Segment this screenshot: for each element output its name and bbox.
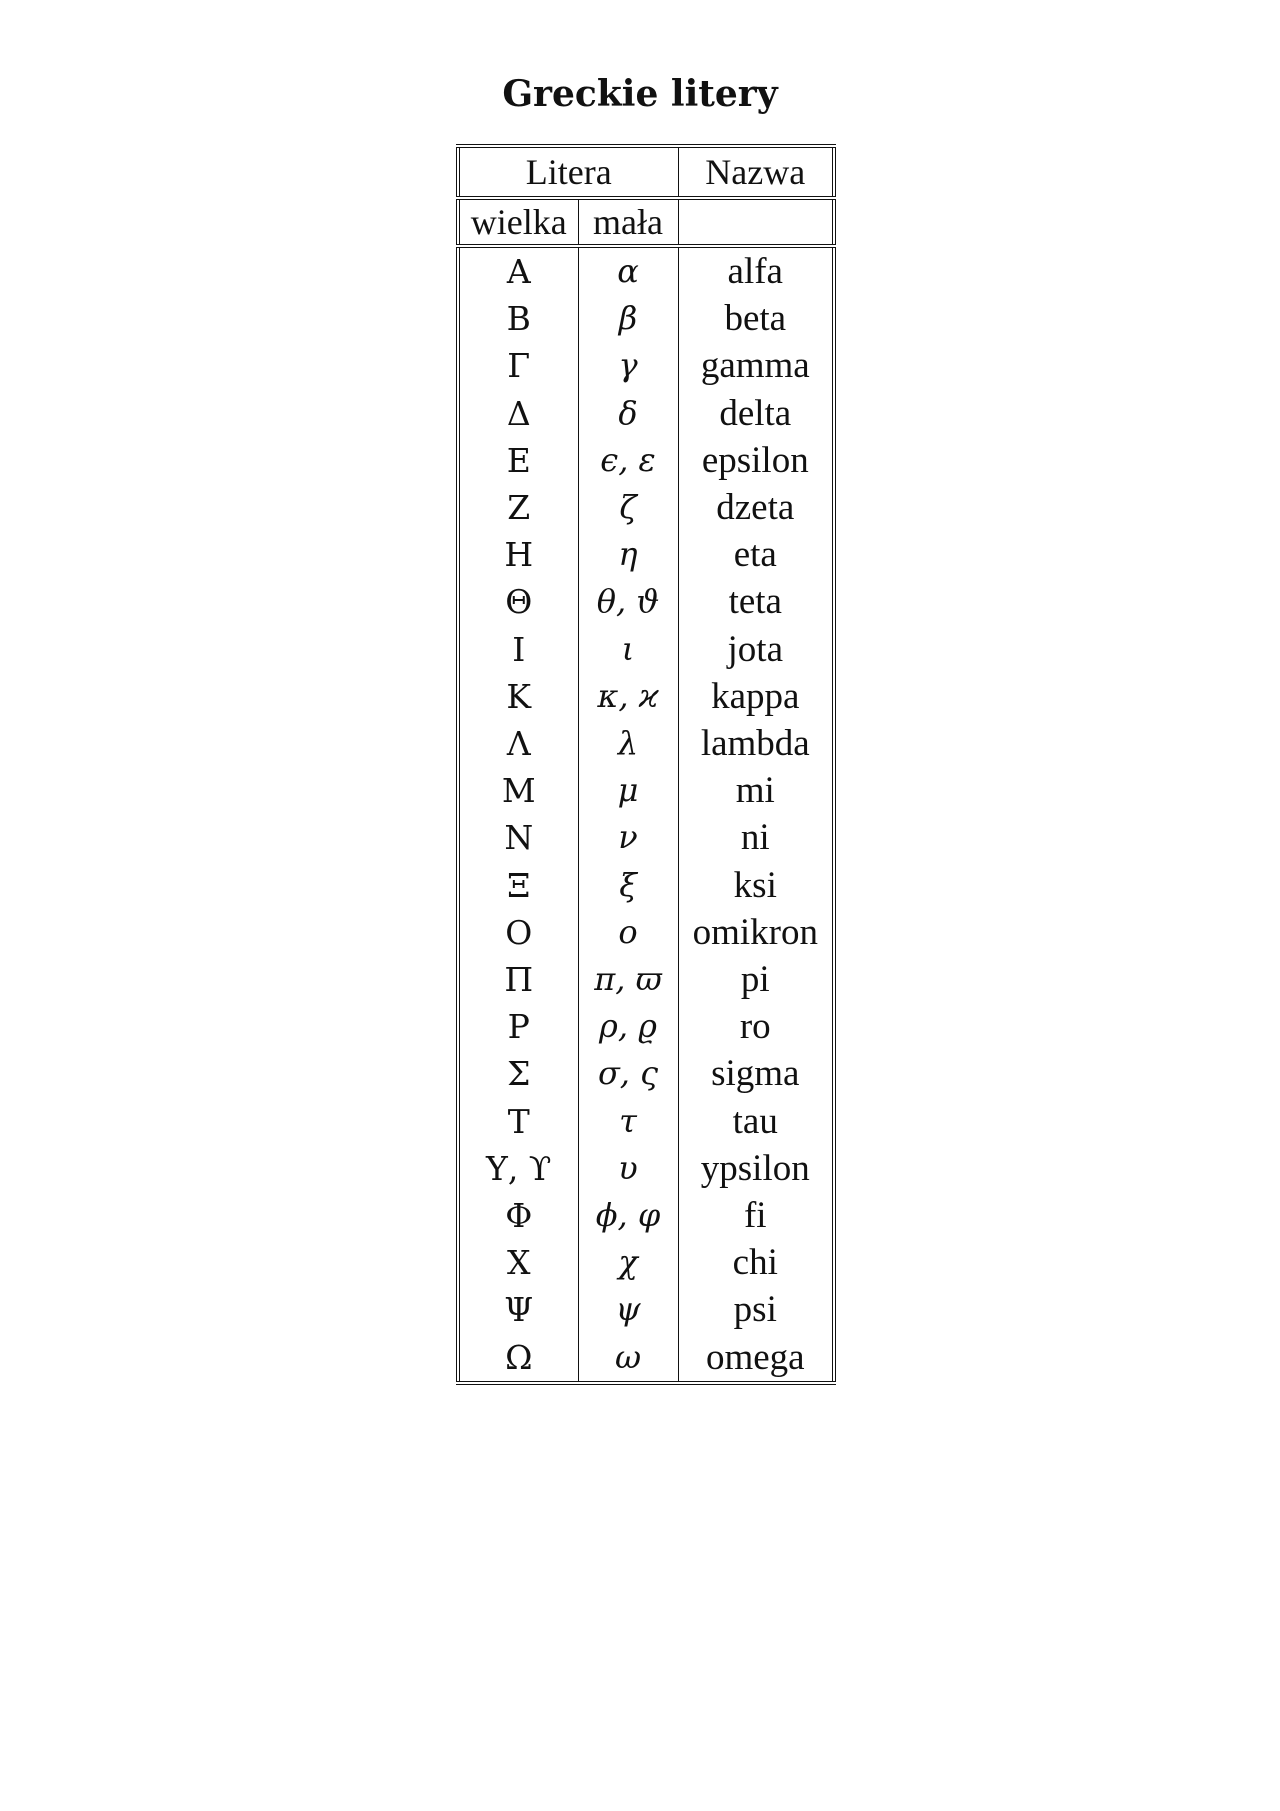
letter-name: alfa — [678, 246, 834, 295]
table-row — [458, 1003, 834, 1050]
uppercase-letter: Φ — [458, 1192, 578, 1239]
letter-name: gamma — [700, 345, 810, 387]
table-row — [458, 390, 834, 437]
table-row — [458, 484, 834, 531]
uppercase-letter: Τ — [458, 1098, 578, 1145]
lowercase-letter: π, ϖ — [578, 956, 678, 1003]
uppercase-letter: Λ — [458, 720, 578, 767]
lowercase-letter: λ — [578, 720, 678, 767]
table-row — [458, 1286, 834, 1333]
lowercase-letter: η — [578, 531, 678, 578]
letter-name: psi — [733, 1289, 777, 1331]
page-title: Greckie litery — [502, 73, 778, 115]
uppercase-letter: Π — [458, 956, 578, 1003]
lowercase-letter: σ, ς — [578, 1050, 678, 1097]
table-row — [458, 531, 834, 578]
lowercase-letter: ω — [578, 1334, 678, 1383]
table-row — [458, 1334, 834, 1383]
lowercase-letter: ψ — [578, 1286, 678, 1333]
letter-name: epsilon — [701, 439, 809, 481]
letter-name: ypsilon — [700, 1147, 810, 1189]
header-nazwa-empty — [678, 198, 834, 246]
table-row — [458, 814, 834, 861]
greek-letters-table-frame — [456, 144, 832, 1385]
table-row — [458, 673, 834, 720]
letter-name: dzeta — [716, 487, 795, 529]
uppercase-letter: Ν — [458, 814, 578, 861]
table-row — [458, 956, 834, 1003]
letter-name: delta — [719, 392, 792, 434]
lowercase-letter: γ — [578, 342, 678, 389]
uppercase-letter: Ι — [458, 626, 578, 673]
uppercase-letter: Ω — [458, 1334, 578, 1383]
lowercase-letter: ζ — [578, 484, 678, 531]
header-row-secondary — [458, 198, 834, 246]
letter-name: sigma — [711, 1053, 800, 1095]
uppercase-letter: Ξ — [458, 862, 578, 909]
uppercase-letter: Ε — [458, 437, 578, 484]
table-row — [458, 1098, 834, 1145]
letter-name: lambda — [700, 723, 810, 765]
letter-name: chi — [732, 1242, 778, 1284]
table-row — [458, 578, 834, 625]
letter-name: eta — [733, 534, 777, 576]
lowercase-letter: υ — [578, 1145, 678, 1192]
lowercase-letter: θ, ϑ — [578, 578, 678, 625]
letter-name: kappa — [711, 675, 800, 717]
uppercase-letter: Ζ — [458, 484, 578, 531]
uppercase-letter: Χ — [458, 1239, 578, 1286]
lowercase-letter: κ, ϰ — [578, 673, 678, 720]
letter-name: omega — [678, 1334, 834, 1383]
table-row — [458, 295, 834, 342]
table-row — [458, 862, 834, 909]
table-row — [458, 909, 834, 956]
table-row — [458, 626, 834, 673]
letter-name: ni — [740, 817, 770, 859]
letter-name: beta — [724, 298, 787, 340]
header-nazwa: Nazwa — [678, 146, 834, 198]
lowercase-letter: ι — [578, 626, 678, 673]
letter-name: mi — [735, 770, 775, 812]
lowercase-letter: β — [578, 295, 678, 342]
letter-name: pi — [740, 959, 770, 1001]
lowercase-letter: ρ, ϱ — [578, 1003, 678, 1050]
header-litera: Litera — [458, 146, 678, 198]
table-row — [458, 1239, 834, 1286]
table-row — [458, 246, 834, 295]
letter-name: omikron — [692, 911, 818, 953]
uppercase-letter: Κ — [458, 673, 578, 720]
table-row — [458, 1192, 834, 1239]
uppercase-letter: Β — [458, 295, 578, 342]
greek-letters-table — [456, 144, 836, 1385]
header-mala: mała — [578, 198, 678, 246]
table-row — [458, 720, 834, 767]
uppercase-letter: Ο — [458, 909, 578, 956]
header-wielka: wielka — [458, 198, 578, 246]
lowercase-letter: τ — [578, 1098, 678, 1145]
letter-name: tau — [732, 1100, 778, 1142]
letter-name: ksi — [733, 864, 777, 906]
lowercase-letter: ν — [578, 814, 678, 861]
letter-name: fi — [743, 1195, 767, 1237]
table-body — [458, 146, 834, 1383]
uppercase-letter: Ρ — [458, 1003, 578, 1050]
uppercase-letter: Ψ — [458, 1286, 578, 1333]
letter-name: teta — [728, 581, 782, 623]
table-row — [458, 767, 834, 814]
header-row-primary — [458, 146, 834, 198]
uppercase-letter: Υ, ϒ — [458, 1145, 578, 1192]
lowercase-letter: δ — [578, 390, 678, 437]
lowercase-letter: ϕ, φ — [578, 1192, 678, 1239]
uppercase-letter: Θ — [458, 578, 578, 625]
lowercase-letter: ο — [578, 909, 678, 956]
table-row — [458, 1145, 834, 1192]
uppercase-letter: Μ — [458, 767, 578, 814]
letter-name: ro — [739, 1006, 771, 1048]
uppercase-letter: Σ — [458, 1050, 578, 1097]
table-row — [458, 1050, 834, 1097]
table-row — [458, 437, 834, 484]
uppercase-letter: Η — [458, 531, 578, 578]
lowercase-letter: χ — [578, 1239, 678, 1286]
letter-name: jota — [727, 628, 783, 670]
table-row — [458, 342, 834, 389]
uppercase-letter: Α — [458, 246, 578, 295]
lowercase-letter: α — [578, 246, 678, 295]
uppercase-letter: Δ — [458, 390, 578, 437]
uppercase-letter: Γ — [458, 342, 578, 389]
lowercase-letter: μ — [578, 767, 678, 814]
lowercase-letter: ξ — [578, 862, 678, 909]
lowercase-letter: ϵ, ε — [578, 437, 678, 484]
